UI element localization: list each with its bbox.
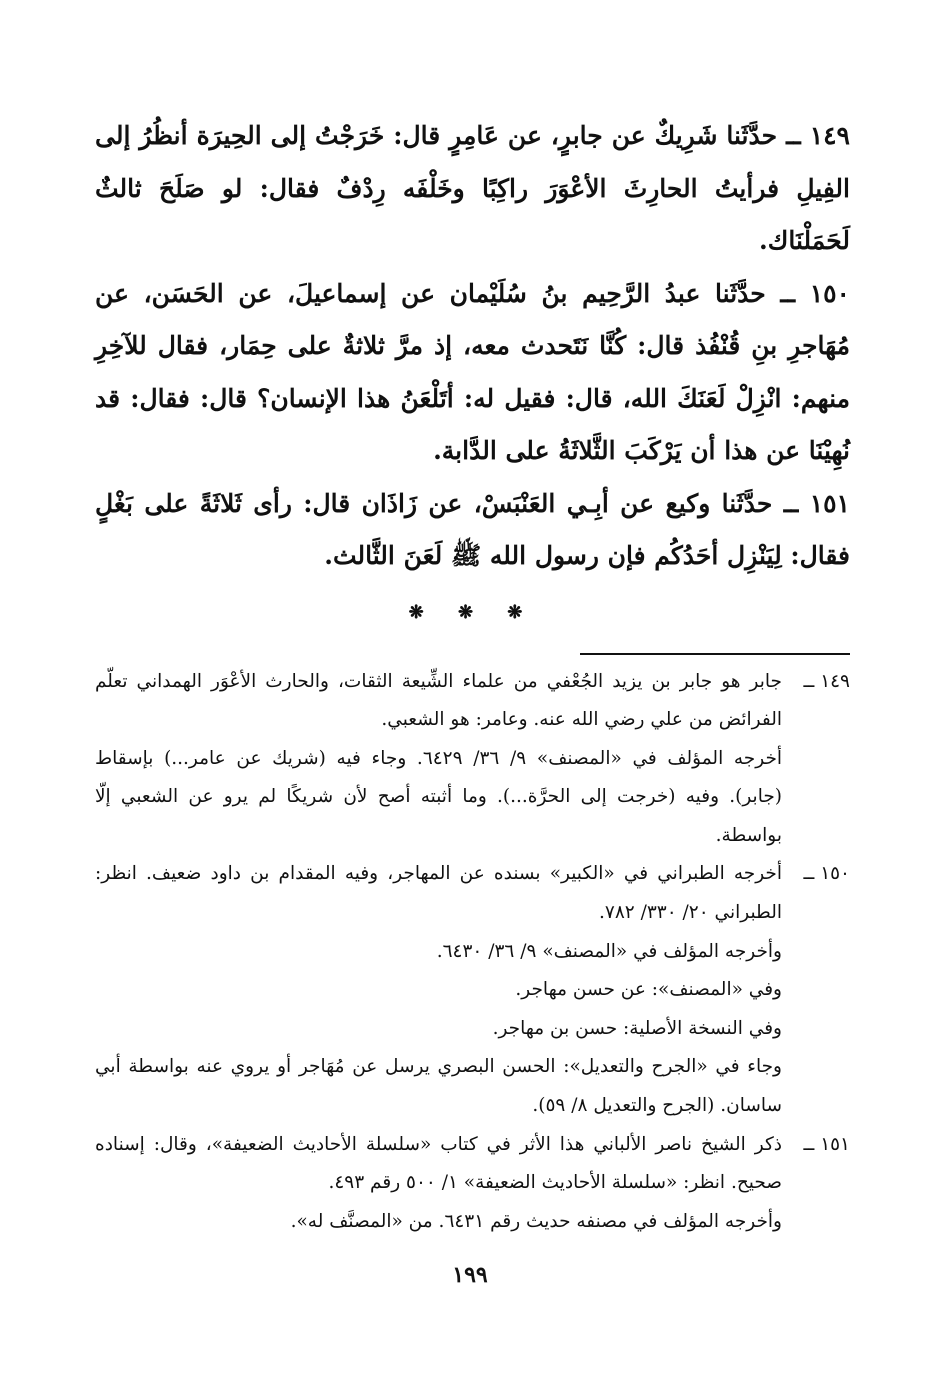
footnote-paragraph: أخرجه الطبراني في «الكبير» بسنده عن المهاجر، وفيه المقدام بن داود ضعيف. انظر: الطبراني ٢٠/ ٣٣٠/ ٧٨٢. xyxy=(95,863,782,924)
footnote-body xyxy=(95,1126,782,1242)
hadith-150: ١٥٠ ــ حدَّثَنا عبدُ الرَّحِيم بنُ سُلَيْمان عن إسماعيلَ، عن الحَسَن، عن مُهَاجرِ بنِ قُنْفُذ قال: كُنَّا نَتَحدث معه، إذ مرَّ ثلاثةٌ على حِمَار، فقال للآخِرِ منهم: انْزِلْ لَعَنَكَ الله، قال: فقيل له: أتَلْعَنُ هذا الإنسان؟ قال: فقال: قد نُهِيْنَا عن هذا أن يَرْكَبَ الثَّلاثَةُ على الدَّابة. xyxy=(95,278,850,465)
hadith-149: ١٤٩ ــ حدَّثَنا شَرِيكٌ عن جابرٍ، عن عَامِرٍ قال: خَرَجْتُ إلى الحِيرَة أنظُرُ إلى الفِيلِ فرأيتُ الحارِثَ الأعْوَرَ راكِبًا وخَلْفَه رِدْفٌ فقال: لو صَلَحَ ثالثٌ لَحَمَلْنَاك. xyxy=(95,121,850,255)
footnote-149 xyxy=(95,663,850,856)
footnote-divider xyxy=(580,653,850,655)
book-page xyxy=(95,110,850,1360)
page-number: ١٩٩ xyxy=(452,1262,488,1288)
footnote-paragraph: وجاء في «الجرح والتعديل»: الحسن البصري يرسل عن مُهَاجر أو يروي عنه بواسطة أبي ساسان. (الجرح والتعديل ٨/ ٥٩). xyxy=(95,1056,782,1117)
footnote-paragraph: ذكر الشيخ ناصر الألباني هذا الأثر في كتاب «سلسلة الأحاديث الضعيفة»، وقال: إسناده صحيح. انظر: «سلسلة الأحاديث الضعيفة» ١/ ٥٠٠ رقم ٤٩٣. xyxy=(95,1133,782,1194)
footnote-number: ١٥١ ــ xyxy=(803,1133,850,1155)
main-text xyxy=(95,110,850,583)
section-separator: ❋ ❋ ❋ xyxy=(408,601,537,623)
footnote-paragraph: وأخرجه المؤلف في «المصنف» ٩/ ٣٦/ ٦٤٣٠. xyxy=(436,940,782,962)
footnote-150 xyxy=(95,855,850,1125)
footnote-paragraph: أخرجه المؤلف في «المصنف» ٩/ ٣٦/ ٦٤٢٩. وجاء فيه (شريك عن عامر...) بإسقاط (جابر). وفيه (خرجت إلى الحرَّة...). وما أثبته أصح لأن شريكًا لم يرو عن الشعبي إلّا بواسطة. xyxy=(95,747,783,846)
footnote-number: ١٥٠ ــ xyxy=(803,863,850,885)
footnote-body xyxy=(95,663,782,856)
footnote-paragraph: وفي «المصنف»: عن حسن مهاجر. xyxy=(515,979,782,1001)
footnote-paragraph: وفي النسخة الأصلية: حسن بن مهاجر. xyxy=(492,1017,782,1039)
footnote-number: ١٤٩ ــ xyxy=(803,670,850,692)
hadith-151: ١٥١ ــ حدَّثَنا وكيع عن أبِـي العَنْبَسْ، عن زَاذَان قال: رأى ثَلاثَةً على بَغْلٍ فقال: لِيَنْزِل أحَدُكُم فإن رسول الله ﷺ لَعَنَ الثَّالث. xyxy=(95,488,850,570)
footnote-151 xyxy=(95,1126,850,1242)
footnotes xyxy=(95,663,850,1242)
footnote-paragraph: وأخرجه المؤلف في مصنفه حديث رقم ٦٤٣١. من «المصنَّف له». xyxy=(290,1210,782,1232)
footnote-paragraph: جابر هو جابر بن يزيد الجُعْفي من علماء الشِّيعة الثقات، والحارث الأعْوَر الهمداني تعلّم الفرائض من علي رضي الله عنه. وعامر: هو الشعبي. xyxy=(95,670,782,731)
footnote-body xyxy=(95,855,782,1125)
